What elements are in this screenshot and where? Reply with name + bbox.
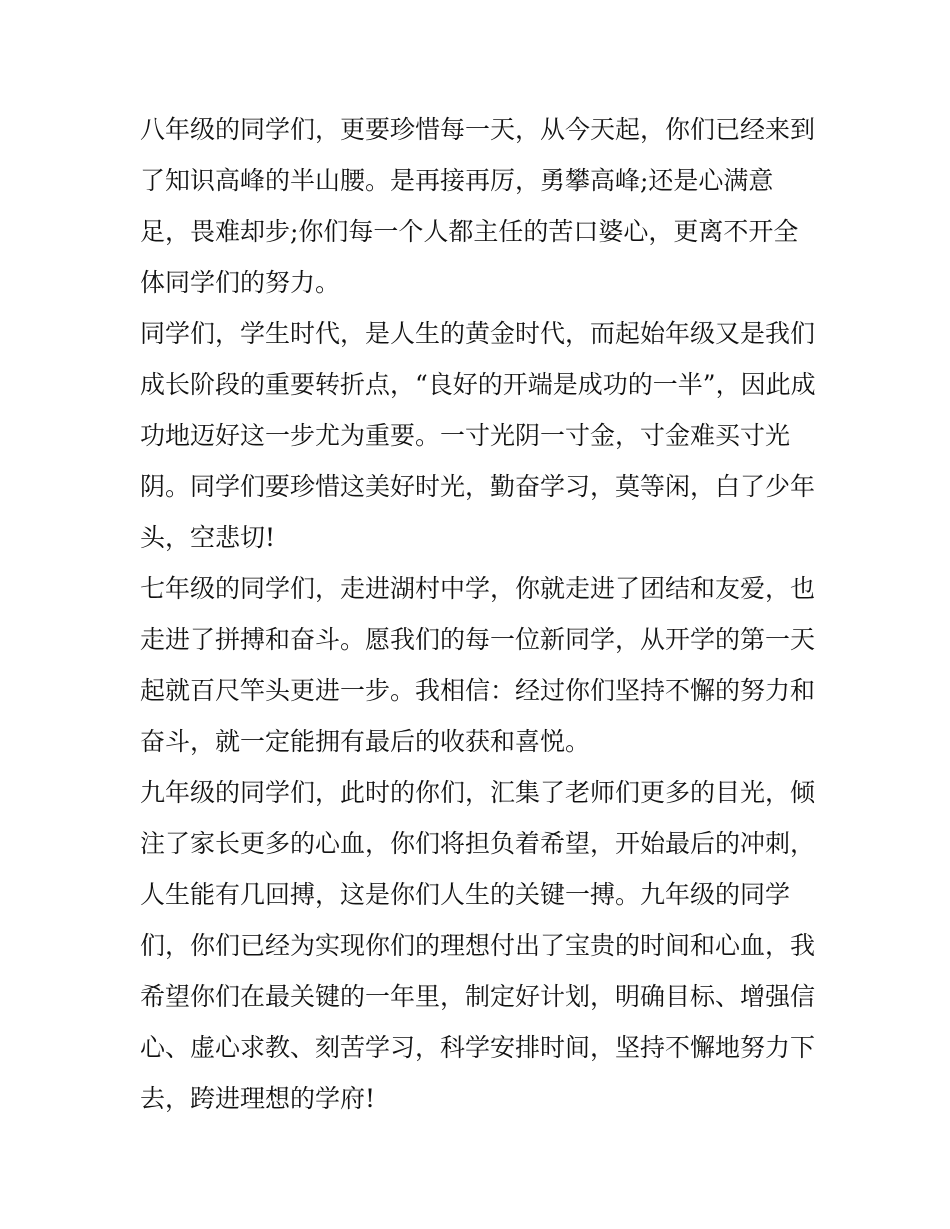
text-line-19: 心、虚心求教、刻苦学习，科学安排时间，坚持不懈地努力下 [140, 1033, 816, 1062]
text-line-20: 去，跨进理想的学府! [140, 1084, 376, 1113]
text-line-6: 成长阶段的重要转折点，“良好的开端是成功的一半”，因此成 [140, 370, 816, 399]
text-line-17: 们，你们已经为实现你们的理想付出了宝贵的时间和心血，我 [140, 931, 816, 960]
document-body [140, 104, 820, 1124]
text-line-12: 起就百尺竿头更进一步。我相信：经过你们坚持不懈的努力和 [140, 676, 816, 705]
text-line-2: 了知识高峰的半山腰。是再接再厉，勇攀高峰;还是心满意 [140, 166, 774, 195]
text-line-1: 八年级的同学们，更要珍惜每一天，从今天起，你们已经来到 [140, 115, 816, 144]
text-line-18: 希望你们在最关键的一年里，制定好计划，明确目标、增强信 [140, 982, 816, 1011]
text-line-5: 同学们，学生时代，是人生的黄金时代，而起始年级又是我们 [140, 319, 816, 348]
text-line-15: 注了家长更多的心血，你们将担负着希望，开始最后的冲刺， [140, 829, 816, 858]
text-line-9: 头，空悲切! [140, 523, 276, 552]
text-line-10: 七年级的同学们，走进湖村中学，你就走进了团结和友爱，也 [140, 574, 816, 603]
text-line-3: 足，畏难却步;你们每一个人都主任的苦口婆心，更离不开全 [140, 217, 799, 246]
text-line-16: 人生能有几回搏，这是你们人生的关键一搏。九年级的同学 [140, 880, 791, 909]
text-line-7: 功地迈好这一步尤为重要。一寸光阴一寸金，寸金难买寸光 [140, 421, 791, 450]
text-line-11: 走进了拼搏和奋斗。愿我们的每一位新同学，从开学的第一天 [140, 625, 816, 654]
text-line-14: 九年级的同学们，此时的你们，汇集了老师们更多的目光，倾 [140, 778, 816, 807]
text-line-8: 阴。同学们要珍惜这美好时光，勤奋学习，莫等闲，白了少年 [140, 472, 816, 501]
text-line-4: 体同学们的努力。 [140, 268, 341, 297]
text-line-13: 奋斗，就一定能拥有最后的收获和喜悦。 [140, 727, 591, 756]
